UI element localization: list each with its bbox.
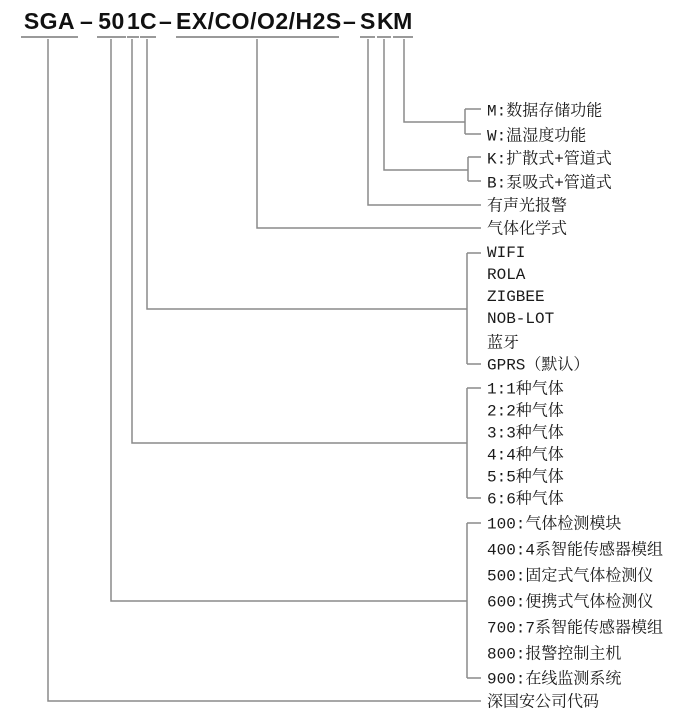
label-company-code: 深国安公司代码 [487,693,600,712]
label-rola: ROLA [487,266,526,285]
label-chemical-formula: 气体化学式 [487,220,568,239]
connector-m-branch [404,39,481,134]
connector-c-wireless [147,39,481,364]
label-product-400: 400:4系智能传感器模组 [487,541,664,560]
title-dash-1: – [80,8,94,34]
title-seg-gas-formula: EX/CO/O2/H2S [176,8,339,38]
label-nob-lot: NOB-LOT [487,310,555,329]
label-wifi: WIFI [487,244,526,263]
label-gas-6: 6:6种气体 [487,490,564,509]
connector-gas-formula [257,39,481,228]
label-product-900: 900:在线监测系统 [487,670,622,689]
connector-1-gas-count [132,39,481,498]
label-gas-5: 5:5种气体 [487,468,564,487]
label-product-500: 500:固定式气体检测仪 [487,567,654,586]
label-gas-2: 2:2种气体 [487,402,564,421]
label-gas-4: 4:4种气体 [487,446,564,465]
connector-50-product [111,39,481,678]
label-b-pump: B:泵吸式+管道式 [487,174,612,193]
title-seg-50: 50 [97,8,126,38]
title-seg-s: S [360,8,375,38]
label-k-diffusion: K:扩散式+管道式 [487,150,612,169]
title-seg-k: K [377,8,391,38]
label-product-800: 800:报警控制主机 [487,645,622,664]
label-w-temp-humidity: W:温湿度功能 [487,127,587,146]
label-m-data-storage: M:数据存储功能 [487,102,603,121]
title-seg-sga: SGA [21,8,78,38]
label-alarm: 有声光报警 [487,197,568,216]
title-dash-3: – [343,8,357,34]
label-gas-3: 3:3种气体 [487,424,564,443]
title-dash-2: – [159,8,173,34]
label-product-700: 700:7系智能传感器模组 [487,619,664,638]
title-seg-c: C [140,8,156,38]
label-gas-1: 1:1种气体 [487,380,564,399]
title-seg-1: 1 [127,8,139,38]
title-seg-m: M [393,8,413,38]
connector-k-branch [384,39,481,181]
label-gprs: GPRS（默认） [487,356,590,375]
label-product-100: 100:气体检测模块 [487,515,622,534]
label-product-600: 600:便携式气体检测仪 [487,593,654,612]
label-bluetooth: 蓝牙 [487,334,520,353]
label-zigbee: ZIGBEE [487,288,545,307]
